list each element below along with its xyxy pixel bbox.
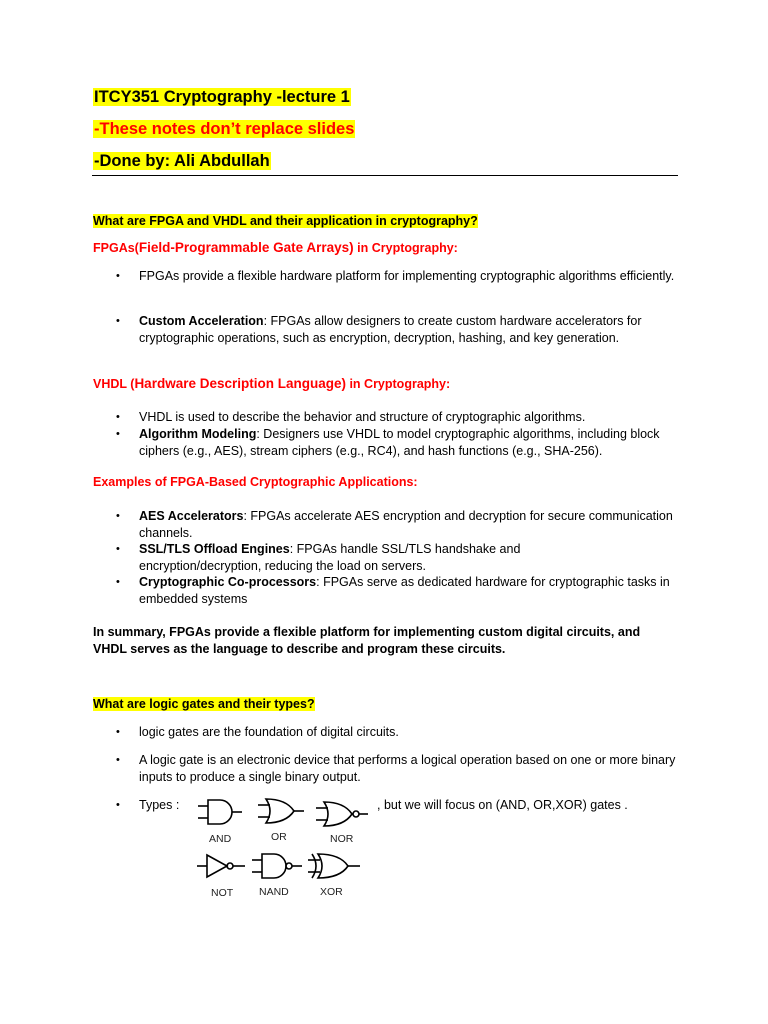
author-line: -Done by: Ali Abdullah (94, 152, 270, 170)
fpga-heading: FPGAs(Field-Programmable Gate Arrays) in Cryptography: (93, 240, 458, 255)
bullet-icon: • (116, 315, 120, 327)
or-gate-icon (258, 797, 304, 825)
examples-heading: Examples of FPGA-Based Cryptographic Applications: (93, 475, 418, 489)
types-suffix: , but we will focus on (AND, OR,XOR) gates . (377, 798, 628, 812)
bullet-icon: • (116, 411, 120, 423)
xor-gate-icon (308, 852, 360, 880)
nand-gate-icon (252, 852, 302, 880)
header-divider (92, 175, 678, 176)
bullet-icon: • (116, 510, 120, 522)
bullet-icon: • (116, 270, 120, 282)
section1-question: What are FPGA and VHDL and their application in cryptography? (93, 214, 478, 228)
bullet-icon: • (116, 428, 120, 440)
section2-question: What are logic gates and their types? (93, 697, 315, 711)
types-label: Types : (139, 798, 180, 812)
bullet-icon: • (116, 799, 120, 811)
nand-gate-label: NAND (259, 886, 289, 898)
nor-gate-label: NOR (330, 833, 354, 845)
document-title: ITCY351 Cryptography -lecture 1 (94, 88, 350, 106)
and-gate-label: AND (209, 833, 232, 845)
or-gate-label: OR (271, 831, 287, 843)
bullet-icon: • (116, 726, 120, 738)
bullet-icon: • (116, 543, 120, 555)
xor-gate-label: XOR (320, 886, 343, 898)
disclaimer-note: -These notes don’t replace slides (94, 120, 355, 138)
bullet-icon: • (116, 754, 120, 766)
summary-paragraph: In summary, FPGAs provide a flexible platform for implementing custom digital circuits, and VHDL serves as the language to describe and program these circuits. (93, 625, 641, 656)
not-gate-icon (197, 853, 245, 879)
vhdl-heading: VHDL (Hardware Description Language) in Cryptography: (93, 376, 451, 391)
bullet-icon: • (116, 576, 120, 588)
and-gate-icon (198, 798, 242, 826)
nor-gate-icon (316, 800, 368, 828)
not-gate-label: NOT (211, 887, 234, 899)
